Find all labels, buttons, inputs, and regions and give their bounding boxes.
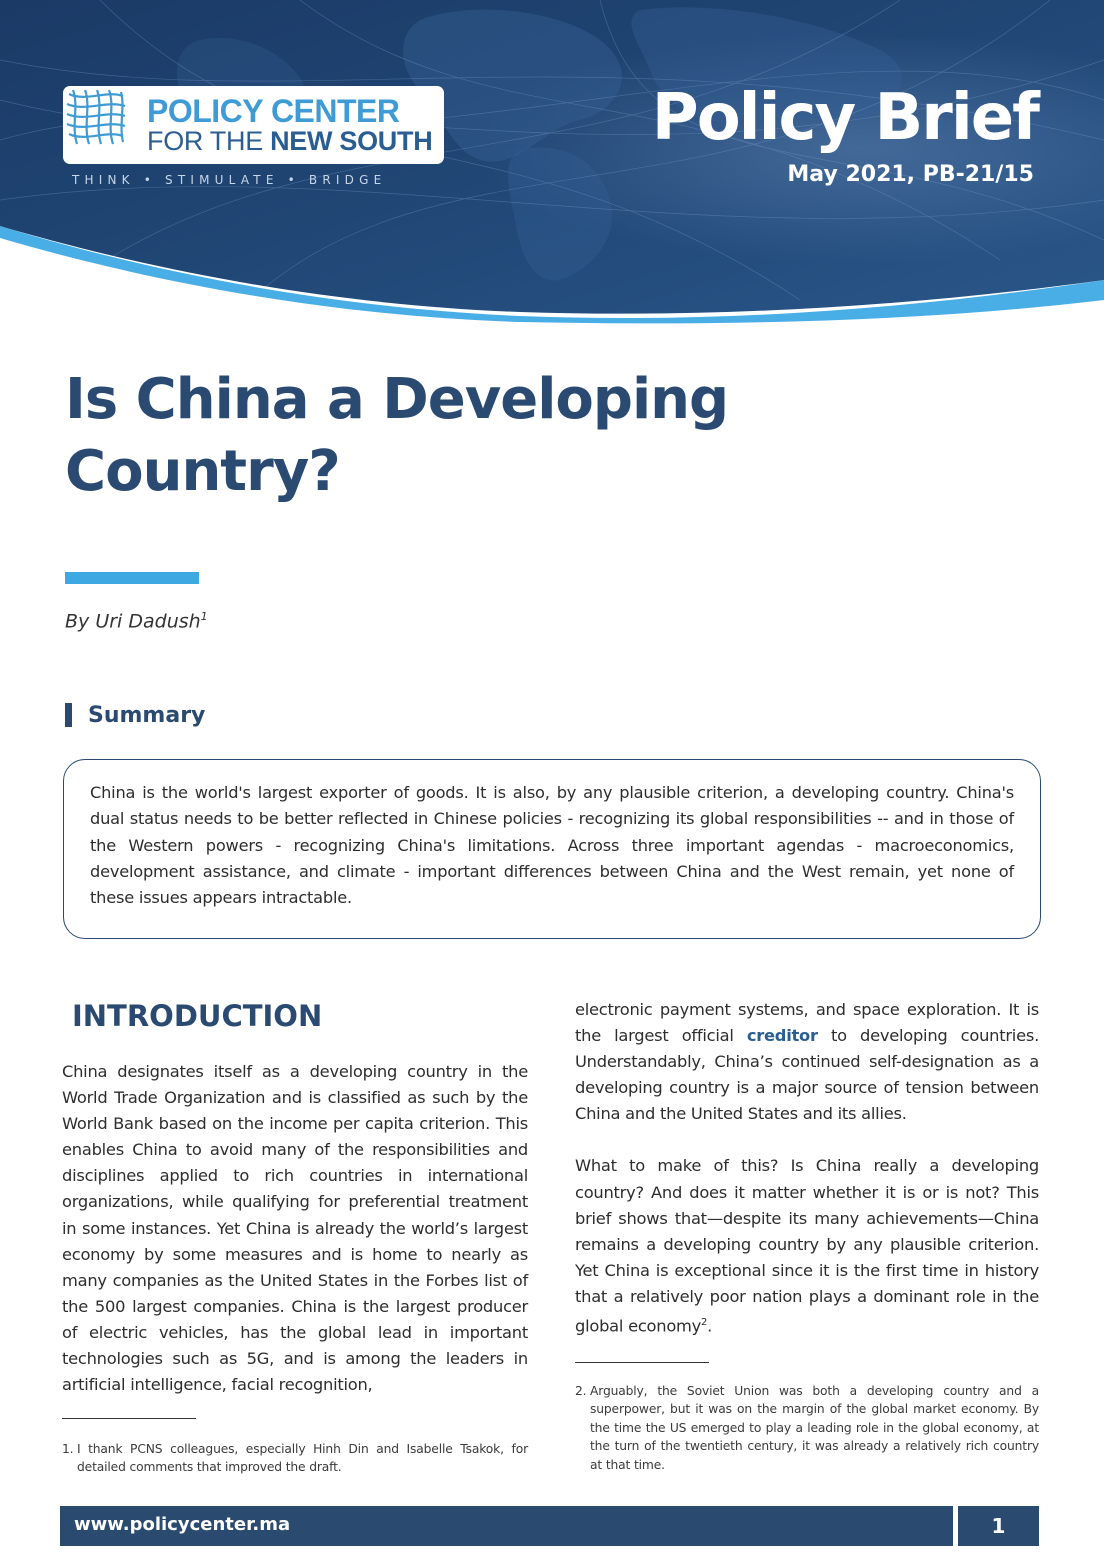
doc-date-ref: May 2021, PB-21/15 [787, 162, 1034, 187]
intro-p3-text: What to make of this? Is China really a developing country? And does it matter whether it is or is not? This brief shows that—despite its many achievements—China remains a developing country by any plausible criterion. Yet China is exceptional since it is the first time in history that a relatively poor nation plays a dominant role in the global economy [575, 1156, 1039, 1336]
intro-p3-end: . [707, 1316, 713, 1336]
logo-line2-bold: NEW SOUTH [270, 126, 433, 156]
introduction-heading: INTRODUCTION [72, 999, 323, 1033]
intro-p2-part-b: to developing countries. Understandably, China’s continued self-designation as a developing country is a major source of tension between China and the United States and its allies. [575, 1026, 1039, 1124]
right-column [575, 997, 1039, 1340]
footnote-rule-right [575, 1362, 709, 1363]
summary-text: China is the world's largest exporter of goods. It is also, by any plausible criterion, a developing country. China's dual status needs to be better reflected in Chinese policies - recognizing its global responsibilities -- and in those of the Western powers - recognizing China's limitations. Across three important agendas - macroeconomics, development assistance, and climate - important differences between China and the West remain, yet none of these issues appears intractable. [90, 783, 1014, 908]
logo [63, 86, 444, 164]
footnote-2 [575, 1382, 1039, 1474]
footnote-2-text: Arguably, the Soviet Union was both a developing country and a superpower, but it was on the margin of the global market economy. By the time the US emerged to play a leading role in the global economy, at the turn of the twentieth century, it was already a relatively rich country at that time. [590, 1384, 1039, 1472]
intro-paragraph-3 [575, 1153, 1039, 1339]
logo-text-line1: POLICY CENTER [147, 93, 400, 129]
intro-paragraph-1: China designates itself as a developing country in the World Trade Organization and is classified as such by the World Bank based on the income per capita criterion. This enables China to avoid many of the responsibilities and disciplines applied to rich countries in international organizations, while qualifying for preferential treatment in some instances. Yet China is already the world’s largest economy by some measures and is home to nearly as many companies as the United States in the Forbes list of the 500 largest companies. China is the largest producer of electric vehicles, has the global lead in important technologies such as 5G, and is among the leaders in artificial intelligence, facial recognition, [62, 1062, 528, 1395]
header-banner [0, 0, 1104, 330]
title-accent-rule [65, 572, 199, 584]
doc-type-title: Policy Brief [651, 81, 1038, 155]
byline [65, 610, 208, 632]
page-number-box [958, 1506, 1039, 1546]
summary-marker [65, 703, 72, 727]
summary-box [63, 759, 1041, 939]
tagline: THINK • STIMULATE • BRIDGE [72, 173, 387, 187]
footnote-1 [62, 1440, 528, 1477]
page-title: Is China a Developing Country? [65, 367, 729, 504]
summary-heading: Summary [88, 703, 206, 728]
creditor-link[interactable]: creditor [746, 1026, 818, 1046]
logo-line2-prefix: FOR THE [147, 126, 271, 156]
intro-paragraph-2 [575, 997, 1039, 1127]
page-number: 1 [991, 1514, 1006, 1538]
footnote-2-number: 2. [575, 1384, 587, 1398]
footnote-1-text: I thank PCNS colleagues, especially Hinh Din and Isabelle Tsakok, for detailed comments that improved the draft. [77, 1442, 528, 1475]
footnote-rule-left [62, 1418, 196, 1419]
intro-p2-part-a: electronic payment systems, and space exploration. It is the largest official [575, 1000, 1039, 1046]
left-column [62, 1059, 528, 1398]
footer-bar [60, 1506, 953, 1546]
byline-text: By Uri Dadush [65, 610, 201, 633]
footer-url-link[interactable]: www.policycenter.ma [74, 1514, 291, 1535]
logo-text-line2 [147, 126, 432, 156]
footnote-1-number: 1. [62, 1442, 74, 1456]
logo-mesh-icon [63, 86, 129, 148]
byline-footnote-ref: 1 [200, 610, 208, 623]
intro-p3-footnote-ref: 2 [701, 1317, 708, 1329]
